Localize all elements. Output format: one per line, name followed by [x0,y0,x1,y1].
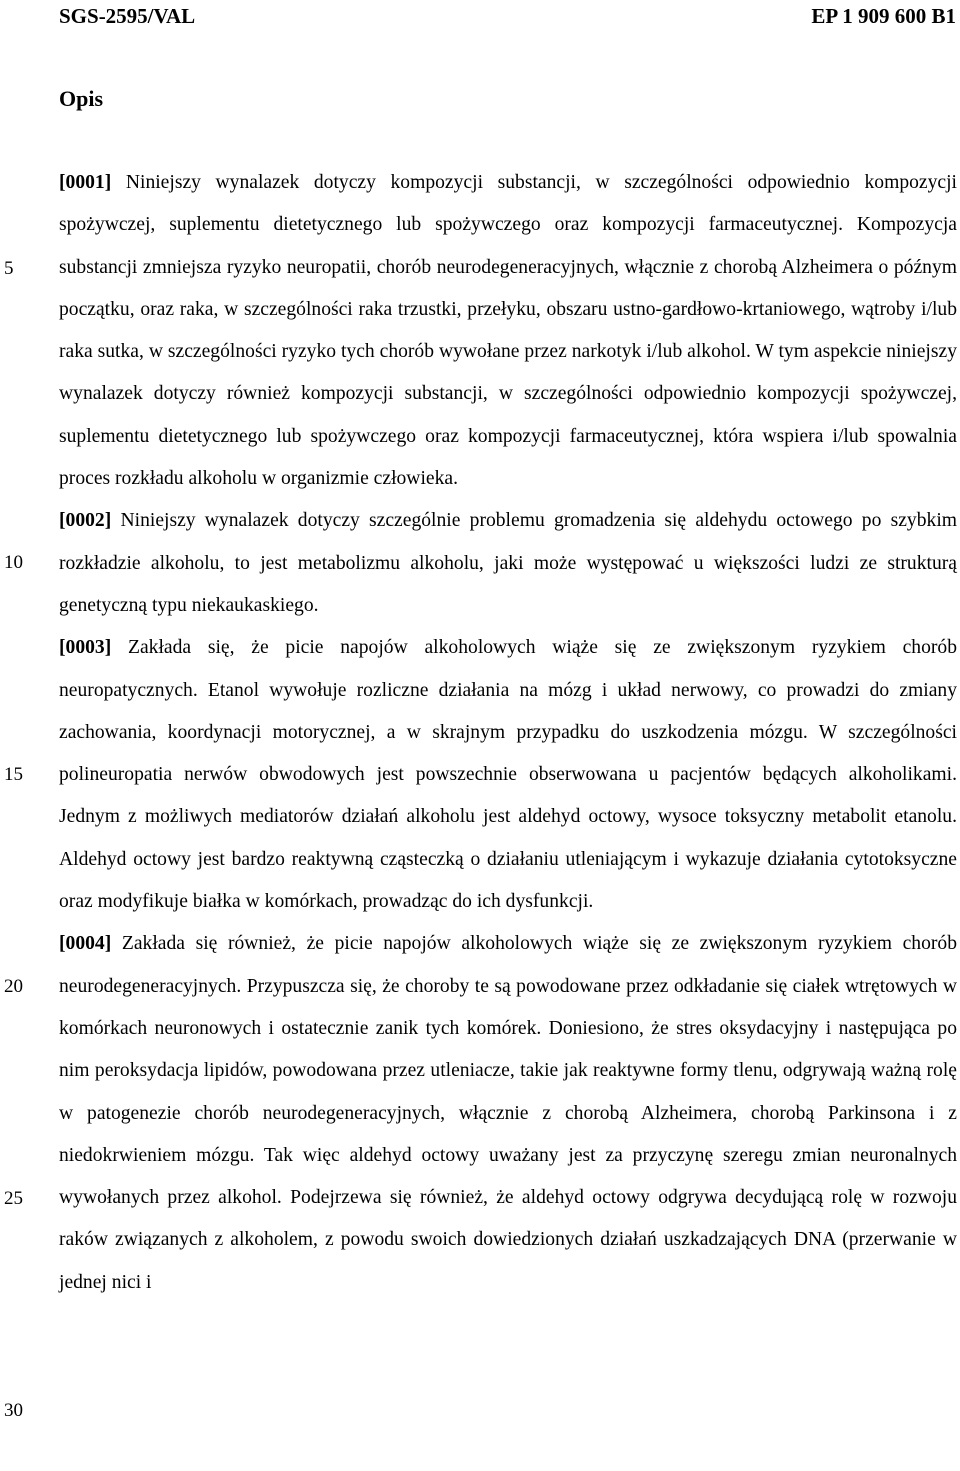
paragraph-0004 [59,923,957,1304]
paragraph-text: Niniejszy wynalazek dotyczy szczególnie problemu gromadzenia się aldehydu octowego po szybkim rozkładzie alkoholu, to jest metabolizmu alkoholu, jaki może występować u większości ludzi ze strukturą genetyczną typu niekaukaskiego. [59,510,957,616]
paragraph-number: [0001] [59,172,112,193]
paragraph-0001 [59,162,957,500]
paragraph-text: Zakłada się również, że picie napojów alkoholowych wiąże się ze zwiększonym ryzykiem chorób neurodegeneracyjnych. Przypuszcza się, że choroby te są powodowane przez odkładanie się ciałek wtrętowych w komórkach neuronowych i ostatecznie zanik tych komórek. Doniesiono, że stres oksydacyjny i następująca po nim peroksydacja lipidów, powodowana przez utleniacze, takie jak reaktywne formy tlenu, odgrywają ważną rolę w patogenezie chorób neurodegeneracyjnych, włącznie z chorobą Alzheimera, chorobą Parkinsona i z niedokrwieniem mózgu. Tak więc aldehyd octowy uważany jest za przyczynę szeregu zmian neuronalnych wywołanych przez alkohol. Podejrzewa się również, że aldehyd octowy odgrywa decydującą rolę w rozwoju raków związanych z alkoholem, z powodu swoich dowiedzionych działań uszkadzających DNA (przerwanie w jednej nici i [59,933,957,1293]
paragraph-number: [0002] [59,510,112,532]
line-number-20: 20 [4,976,23,997]
document-reference: SGS-2595/VAL [59,4,196,28]
line-number-30: 30 [4,1400,23,1421]
line-number-15: 15 [4,764,23,785]
paragraph-number: [0004] [59,933,112,955]
line-number-10: 10 [4,552,23,573]
description-body [59,162,957,1304]
paragraph-0002 [59,500,957,627]
paragraph-text: Niniejszy wynalazek dotyczy kompozycji substancji, w szczególności odpowiednio kompozycji spożywczej, suplementu dietetycznego lub spożywczego oraz kompozycji farmaceutycznej. Kompozycja substancji zmniejsza ryzyko neuropatii, chorób neurodegeneracyjnych, włącznie z chorobą Alzheimera o późnym początku, oraz raka, w szczególności raka trzustki, przełyku, obszaru ustno-gardłowo-krtaniowego, wątroby i/lub raka sutka, w szczególności ryzyko tych chorób wywołane przez narkotyk i/lub alkohol. W tym aspekcie niniejszy wynalazek dotyczy również kompozycji substancji, w szczególności odpowiednio kompozycji spożywczej, suplementu dietetycznego lub spożywczego oraz kompozycji farmaceutycznej, która wspiera i/lub spowalnia proces rozkładu alkoholu w organizmie człowieka. [59,172,957,490]
paragraph-text: Zakłada się, że picie napojów alkoholowych wiąże się ze zwiększonym ryzykiem chorób neuropatycznych. Etanol wywołuje rozliczne działania na mózg i układ nerwowy, co prowadzi do zmiany zachowania, koordynacji motorycznej, a w skrajnym przypadku do uszkodzenia mózgu. W szczególności polineuropatia nerwów obwodowych jest powszechnie obserwowana u pacjentów będących alkoholikami. Jednym z możliwych mediatorów działań alkoholu jest aldehyd octowy, wysoce toksyczny metabolit etanolu. Aldehyd octowy jest bardzo reaktywną cząsteczką o działaniu utleniającym i wykazuje działania cytotoksyczne oraz modyfikuje białka w komórkach, prowadząc do ich dysfunkcji. [59,637,957,913]
patent-number: EP 1 909 600 B1 [811,4,956,28]
section-title: Opis [59,86,104,111]
line-number-5: 5 [4,258,14,279]
paragraph-number: [0003] [59,637,112,659]
line-number-25: 25 [4,1188,23,1209]
paragraph-0003 [59,627,957,923]
